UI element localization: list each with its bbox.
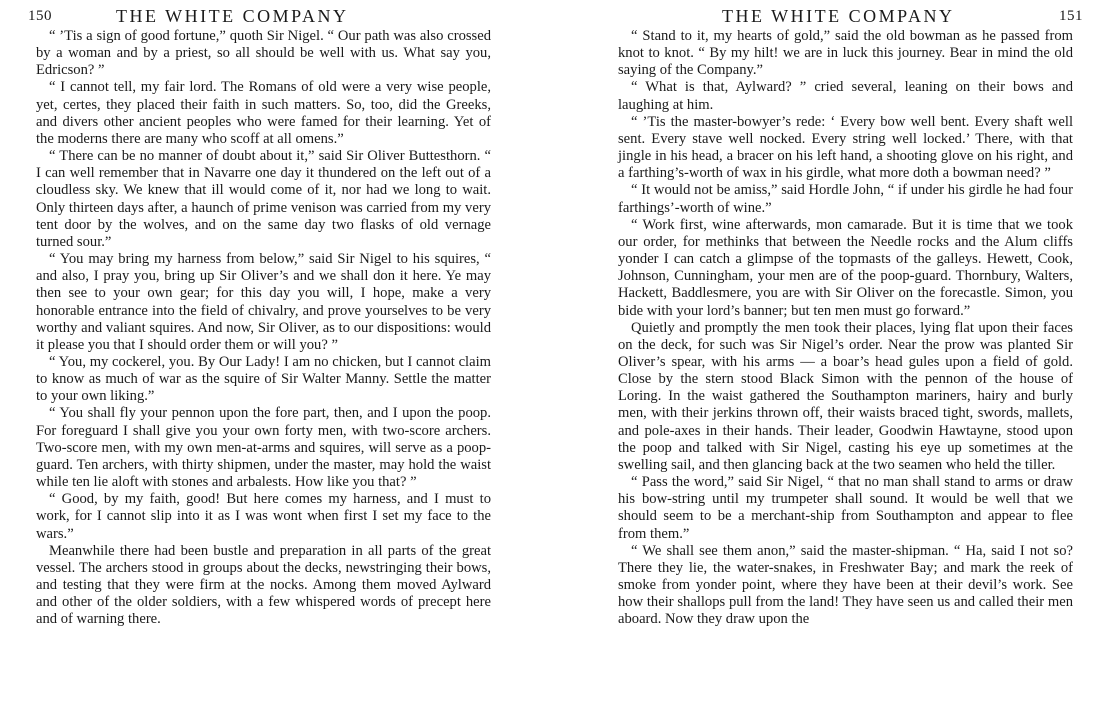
running-title: THE WHITE COMPANY [116,6,349,26]
paragraph: “ What is that, Aylward? ” cried several, leaning on their bows and laughing at him. [618,79,1073,113]
right-page-header [618,0,1083,28]
running-title: THE WHITE COMPANY [722,6,955,26]
paragraph: “ There can be no manner of doubt about it,” said Sir Oliver Buttesthorn. “ I can well remember that in Navarre one day it thundered on the left out of a cloudless sky. We knew that ill would come of it, nor had we long to wait. Only thirteen days after, a haunch of prime venison was carried from my very tent door by the wolves, and on the same day two flasks of old vernage turned sour.” [36,148,491,250]
left-page-header [28,0,491,28]
paragraph: “ Work first, wine afterwards, mon camarade. But it is time that we took our order, for methinks that between the Needle rocks and the Alum cliffs yonder I can catch a glimpse of the topmasts of the galleys. Hewett, Cook, Johnson, Cunningham, your men are of the poop-guard. Thornbury, Walters, Hackett, Baddlesmere, you are with Sir Oliver on the forecastle. Simon, you bide with your lord’s banner; but ten men must go forward.” [618,216,1073,319]
page-number: 150 [28,8,52,24]
paragraph: “ You, my cockerel, you. By Our Lady! I am no chicken, but I cannot claim to know as much of war as the squire of Sir Walter Manny. Settle the matter to your own liking.” [36,353,491,405]
right-page [618,0,1083,628]
paragraph: “ ’Tis a sign of good fortune,” quoth Sir Nigel. “ Our path was also crossed by a woman and by a priest, so all should be well with us. What say you, Edricson? ” [36,28,491,79]
paragraph: “ Pass the word,” said Sir Nigel, “ that no man shall stand to arms or draw his bow-string until my trumpeter shall sound. It would be well that we should seem to be a merchant-ship from Southampton and appear to flee from them.” [618,474,1073,542]
paragraph: Quietly and promptly the men took their places, lying flat upon their faces on the deck, for such was Sir Nigel’s order. Near the prow was planted Sir Oliver’s spear, with his arms — a boar’s head gules upon a field of gold. Close by the stern stood Black Simon with the pennon of the house of Loring. In the waist gathered the Southampton mariners, hairy and burly men, with their jerkins thrown off, their waists braced tight, swords, mallets, and pole-axes in their hands. Their leader, Goodwin Hawtayne, stood upon the poop and talked with Sir Nigel, casting his eye up sometimes at the swelling sail, and then glancing back at the two seamen who held the tiller. [618,319,1073,473]
paragraph: “ Good, by my faith, good! But here comes my harness, and I must to work, for I cannot slip into it as I was wont when first I set my face to the wars.” [36,491,491,542]
paragraph: “ You shall fly your pennon upon the fore part, then, and I upon the poop. For foreguard I shall give you your own forty men, with two-score archers. Two-score men, with my own men-at-arms and squires, will serve as a poop-guard. Ten archers, with thirty shipmen, under the master, may hold the waist while ten lie aloft with stones and arbalests. How like you that? ” [36,405,491,491]
paragraph: “ I cannot tell, my fair lord. The Romans of old were a very wise people, yet, certes, they placed their faith in such matters. So, too, did the Greeks, and divers other ancient peoples who were famed for their learning. Yet of the moderns there are many who scoff at all omens.” [36,79,491,147]
paragraph: Meanwhile there had been bustle and preparation in all parts of the great vessel. The archers stood in groups about the decks, newstringing their bows, and testing that they were firm at the nocks. Among them moved Aylward and other of the older soldiers, with a few whispered words of precept here and of warning there. [36,542,491,628]
left-page-body [36,28,491,628]
paragraph: “ Stand to it, my hearts of gold,” said the old bowman as he passed from knot to knot. “ By my hilt! we are in luck this journey. Bear in mind the old saying of the Company.” [618,28,1073,79]
left-page [28,0,491,628]
right-page-body [618,28,1073,628]
paragraph: “ You may bring my harness from below,” said Sir Nigel to his squires, “ and also, I pray you, bring up Sir Oliver’s and we shall don it here. Ye may then see to your own gear; for this day you will, I hope, make a very honorable entrance into the field of chivalry, and prove yourselves to be very worthy and valiant squires. And now, Sir Oliver, as to our dispositions: would it please you that I should order them or will you? ” [36,251,491,353]
paragraph: “ ’Tis the master-bowyer’s rede: ‘ Every bow well bent. Every shaft well sent. Every stave well nocked. Every string well locked.’ There, with that jingle in his head, a bracer on his left hand, a shooting glove on his right, and a farthing’s-worth of wax in his girdle, what more doth a bowman need? ” [618,113,1073,182]
paragraph: “ We shall see them anon,” said the master-shipman. “ Ha, said I not so? There they lie, the water-snakes, in Freshwater Bay; and mark the reek of smoke from yonder point, where they have been at their devil’s work. See how their shallops pull from the land! They have seen us and called their men aboard. Now they draw upon the [618,542,1073,628]
paragraph: “ It would not be amiss,” said Hordle John, “ if under his girdle he had four farthings’-worth of wine.” [618,182,1073,216]
page-number: 151 [1059,8,1083,24]
